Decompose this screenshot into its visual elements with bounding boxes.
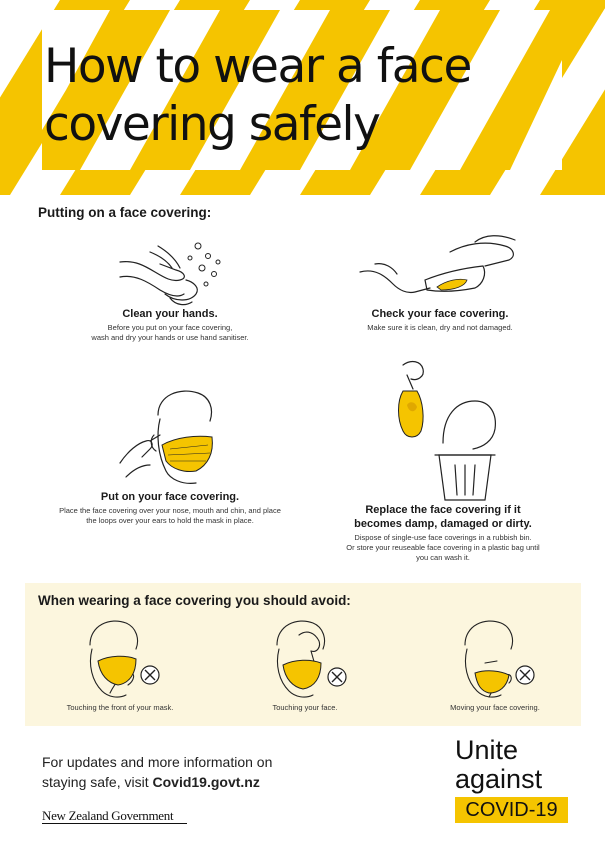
avoid-heading: When wearing a face covering you should avoid:	[38, 593, 351, 608]
avoid-item-touch-mask	[35, 615, 205, 712]
putting-on-heading: Putting on a face covering:	[38, 205, 212, 220]
avoid-label: Moving your face covering.	[450, 703, 540, 712]
page-title	[44, 38, 471, 154]
avoid-item-touch-face	[220, 615, 390, 712]
inspect-mask-icon	[355, 232, 525, 307]
avoid-label: Touching your face.	[272, 703, 338, 712]
footer-info	[42, 752, 272, 792]
step-description: Before you put on your face covering, wash and dry your hands or use hand sanitiser.	[91, 323, 249, 342]
step-clean-hands	[60, 232, 280, 343]
avoid-label: Touching the front of your mask.	[66, 703, 174, 712]
step-put-on	[40, 385, 300, 526]
step-description: Dispose of single-use face coverings in a rubbish bin. Or store your reuseable face covering in a plastic bag until you can wash it.	[346, 533, 540, 562]
step-title: Replace the face covering if it becomes damp, damaged or dirty.	[354, 504, 532, 530]
move-mask-icon	[445, 615, 545, 703]
covid-website-link[interactable]: Covid19.govt.nz	[152, 774, 260, 790]
unite-against-logo: Unite against	[455, 735, 543, 794]
step-description: Place the face covering over your nose, mouth and chin, and place the loops over your ears to hold the mask in place.	[59, 506, 281, 525]
title-line-1: How to wear a face	[44, 39, 471, 94]
step-check-covering	[330, 232, 550, 333]
step-title: Put on your face covering.	[100, 491, 240, 503]
put-on-mask-icon	[110, 385, 230, 490]
covid-19-badge: COVID-19	[455, 797, 568, 823]
avoid-item-move-mask	[410, 615, 580, 712]
step-title: Check your face covering.	[371, 308, 509, 320]
hand-washing-icon	[110, 232, 230, 307]
footer-line-1: For updates and more information on	[42, 754, 273, 770]
header-banner	[0, 0, 605, 195]
dispose-mask-icon	[383, 355, 503, 503]
touch-mask-icon	[70, 615, 170, 703]
avoid-panel	[25, 583, 581, 726]
step-description: Make sure it is clean, dry and not damaged.	[367, 323, 513, 332]
touch-face-icon	[255, 615, 355, 703]
step-title: Clean your hands.	[122, 308, 218, 320]
step-replace	[318, 355, 568, 563]
title-line-2: covering safely	[44, 97, 380, 152]
footer-line-2: staying safe, visit	[42, 774, 153, 790]
nz-government-logo: New Zealand Government	[42, 808, 174, 823]
nz-government-underline	[42, 823, 187, 824]
